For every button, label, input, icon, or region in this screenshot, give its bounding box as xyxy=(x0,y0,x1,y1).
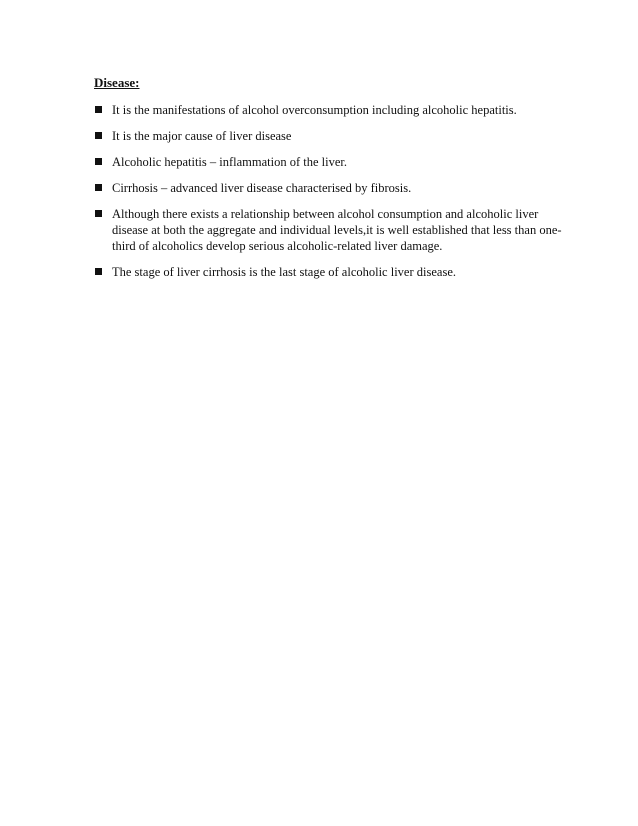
bullet-list xyxy=(94,102,564,280)
list-item-text: It is the major cause of liver disease xyxy=(112,129,292,143)
section-heading: Disease: xyxy=(94,75,140,90)
square-bullet-icon xyxy=(95,106,102,113)
document-content xyxy=(94,75,564,290)
list-item-text: Cirrhosis – advanced liver disease characterised by fibrosis. xyxy=(112,181,412,195)
square-bullet-icon xyxy=(95,268,102,275)
list-item-text: It is the manifestations of alcohol overconsumption including alcoholic hepatitis. xyxy=(112,103,517,117)
list-item xyxy=(94,128,564,144)
list-item-text: Although there exists a relationship between alcohol consumption and alcoholic liver disease at both the aggregate and individual levels,it is well established that less than one-third of alcoholics develop serious alcoholic-related liver damage. xyxy=(112,207,562,253)
list-item xyxy=(94,206,564,254)
list-item xyxy=(94,264,564,280)
list-item xyxy=(94,102,564,118)
list-item-text: The stage of liver cirrhosis is the last stage of alcoholic liver disease. xyxy=(112,265,456,279)
list-item-text: Alcoholic hepatitis – inflammation of the liver. xyxy=(112,155,348,169)
square-bullet-icon xyxy=(95,210,102,217)
list-item xyxy=(94,180,564,196)
square-bullet-icon xyxy=(95,132,102,139)
square-bullet-icon xyxy=(95,184,102,191)
list-item xyxy=(94,154,564,170)
square-bullet-icon xyxy=(95,158,102,165)
